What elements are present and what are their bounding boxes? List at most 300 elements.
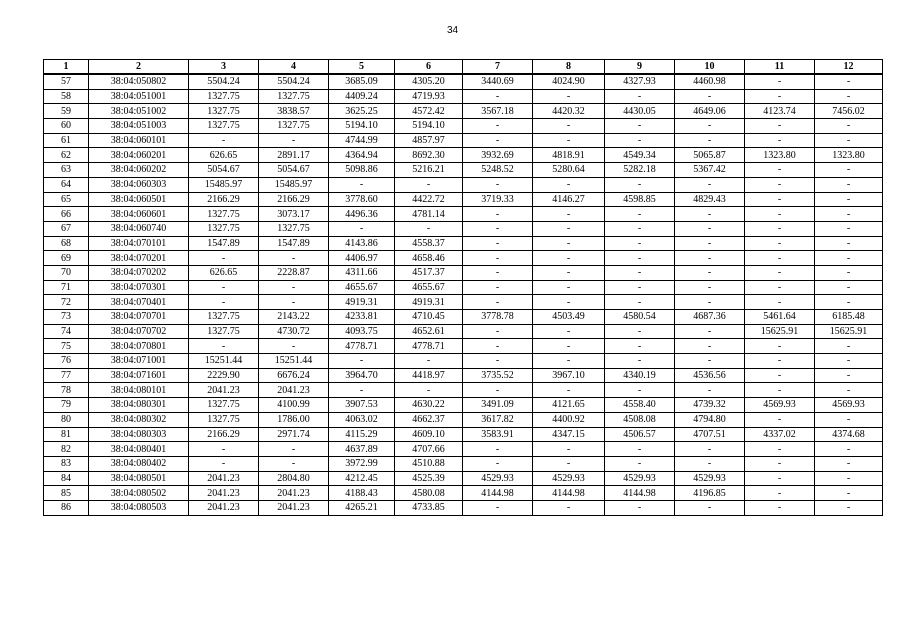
table-cell: -	[533, 251, 605, 266]
table-cell: 64	[44, 177, 89, 192]
table-cell: -	[675, 207, 745, 222]
table-cell: 38:04:080101	[89, 383, 189, 398]
table-cell: 84	[44, 471, 89, 486]
table-cell: -	[815, 207, 883, 222]
table-cell: -	[395, 177, 463, 192]
table-row	[44, 192, 883, 207]
table-cell: -	[259, 295, 329, 310]
table-cell: 4730.72	[259, 324, 329, 339]
table-cell: 4340.19	[605, 368, 675, 383]
table-cell: -	[675, 280, 745, 295]
table-cell: 2228.87	[259, 265, 329, 280]
table-cell: -	[329, 354, 395, 369]
table-cell: 58	[44, 89, 89, 104]
table-cell: 74	[44, 324, 89, 339]
column-header: 4	[259, 60, 329, 75]
table-cell: 1327.75	[189, 119, 259, 134]
table-cell: 4212.45	[329, 471, 395, 486]
table-cell: -	[675, 339, 745, 354]
column-header: 10	[675, 60, 745, 75]
table-cell: 5248.52	[463, 163, 533, 178]
table-cell: -	[815, 354, 883, 369]
table-cell: 3685.09	[329, 74, 395, 89]
table-cell: -	[533, 295, 605, 310]
table-cell: 3778.60	[329, 192, 395, 207]
table-cell: -	[675, 133, 745, 148]
table-cell: 5461.64	[745, 310, 815, 325]
table-cell: 1547.89	[189, 236, 259, 251]
table-cell: 2041.23	[189, 486, 259, 501]
table-cell: 4143.86	[329, 236, 395, 251]
table-cell: -	[605, 177, 675, 192]
table-cell: 4305.20	[395, 74, 463, 89]
table-row	[44, 412, 883, 427]
table-cell: 4406.97	[329, 251, 395, 266]
table-cell: -	[189, 339, 259, 354]
table-cell: 15251.44	[259, 354, 329, 369]
table-cell: 4707.66	[395, 442, 463, 457]
table-cell: -	[533, 339, 605, 354]
table-cell: 626.65	[189, 148, 259, 163]
table-row	[44, 471, 883, 486]
table-cell: -	[815, 177, 883, 192]
table-cell: 2166.29	[189, 192, 259, 207]
table-cell: 38:04:080502	[89, 486, 189, 501]
table-cell: 2041.23	[259, 500, 329, 515]
table-cell: 5054.67	[189, 163, 259, 178]
table-cell: 1327.75	[189, 221, 259, 236]
table-cell: -	[395, 383, 463, 398]
table-row	[44, 442, 883, 457]
table-row	[44, 265, 883, 280]
table-cell: 4374.68	[815, 427, 883, 442]
table-cell: -	[463, 500, 533, 515]
table-cell: -	[815, 442, 883, 457]
table-row	[44, 295, 883, 310]
table-cell: -	[745, 295, 815, 310]
table-cell: -	[815, 456, 883, 471]
table-cell: 38:04:050802	[89, 74, 189, 89]
table-cell: 2041.23	[259, 486, 329, 501]
table-cell: 38:04:070401	[89, 295, 189, 310]
table-cell: 3567.18	[463, 104, 533, 119]
table-cell: 3932.69	[463, 148, 533, 163]
table-cell: 4649.06	[675, 104, 745, 119]
table-cell: -	[675, 89, 745, 104]
table-cell: -	[745, 456, 815, 471]
table-cell: 38:04:070701	[89, 310, 189, 325]
table-cell: -	[189, 133, 259, 148]
table-cell: 15485.97	[259, 177, 329, 192]
table-cell: 1327.75	[189, 310, 259, 325]
table-cell: 63	[44, 163, 89, 178]
table-cell: 4188.43	[329, 486, 395, 501]
table-cell: 4364.94	[329, 148, 395, 163]
table-cell: 62	[44, 148, 89, 163]
table-cell: 4503.49	[533, 310, 605, 325]
table-cell: -	[605, 324, 675, 339]
table-cell: 38:04:071001	[89, 354, 189, 369]
table-cell: 5194.10	[395, 119, 463, 134]
table-cell: 2143.22	[259, 310, 329, 325]
table-cell: -	[605, 500, 675, 515]
table-cell: 3907.53	[329, 398, 395, 413]
table-cell: 80	[44, 412, 89, 427]
table-cell: 4569.93	[745, 398, 815, 413]
table-cell: 626.65	[189, 265, 259, 280]
table-cell: -	[189, 442, 259, 457]
table-cell: 2166.29	[259, 192, 329, 207]
table-cell: 38:04:080503	[89, 500, 189, 515]
table-cell: 5504.24	[259, 74, 329, 89]
table-row	[44, 163, 883, 178]
table-cell: -	[605, 207, 675, 222]
table-cell: -	[745, 442, 815, 457]
table-cell: -	[463, 89, 533, 104]
table-cell: 61	[44, 133, 89, 148]
table-cell: 4781.14	[395, 207, 463, 222]
table-cell: 6185.48	[815, 310, 883, 325]
table-cell: 7456.02	[815, 104, 883, 119]
table-cell: -	[259, 456, 329, 471]
table-cell: -	[463, 280, 533, 295]
column-header: 11	[745, 60, 815, 75]
table-cell: 38:04:060740	[89, 221, 189, 236]
table-cell: -	[745, 383, 815, 398]
table-cell: 72	[44, 295, 89, 310]
table-cell: -	[745, 74, 815, 89]
table-cell: -	[815, 236, 883, 251]
table-cell: 38:04:070702	[89, 324, 189, 339]
table-cell: -	[605, 251, 675, 266]
table-cell: 4710.45	[395, 310, 463, 325]
table-cell: 4100.99	[259, 398, 329, 413]
table-cell: -	[533, 280, 605, 295]
table-row	[44, 133, 883, 148]
table-cell: -	[675, 265, 745, 280]
table-cell: 4508.08	[605, 412, 675, 427]
table-cell: -	[533, 177, 605, 192]
table-cell: 4529.93	[675, 471, 745, 486]
table-cell: 4733.85	[395, 500, 463, 515]
table-cell: 1323.80	[815, 148, 883, 163]
table-cell: -	[815, 89, 883, 104]
table-cell: -	[745, 500, 815, 515]
table-cell: 1327.75	[189, 324, 259, 339]
table-cell: 4572.42	[395, 104, 463, 119]
table-cell: -	[395, 354, 463, 369]
table-cell: 3625.25	[329, 104, 395, 119]
table-cell: 4857.97	[395, 133, 463, 148]
table-cell: 5098.86	[329, 163, 395, 178]
table-cell: -	[815, 339, 883, 354]
table-cell: 86	[44, 500, 89, 515]
table-cell: 4778.71	[329, 339, 395, 354]
table-cell: 3073.17	[259, 207, 329, 222]
table-cell: 3491.09	[463, 398, 533, 413]
table-cell: 4919.31	[395, 295, 463, 310]
table-row	[44, 324, 883, 339]
table-cell: 1327.75	[189, 398, 259, 413]
table-cell: 1323.80	[745, 148, 815, 163]
table-cell: 4460.98	[675, 74, 745, 89]
table-cell: 1327.75	[259, 221, 329, 236]
table-cell: 3964.70	[329, 368, 395, 383]
table-cell: 4687.36	[675, 310, 745, 325]
table-cell: 4496.36	[329, 207, 395, 222]
table-cell: -	[463, 339, 533, 354]
table-cell: 3967.10	[533, 368, 605, 383]
table-cell: 68	[44, 236, 89, 251]
table-cell: 5054.67	[259, 163, 329, 178]
table-cell: -	[815, 265, 883, 280]
column-header: 7	[463, 60, 533, 75]
table-row	[44, 177, 883, 192]
table-cell: -	[605, 456, 675, 471]
table-row	[44, 398, 883, 413]
table-cell: 4144.98	[533, 486, 605, 501]
table-cell: -	[745, 177, 815, 192]
table-cell: 3719.33	[463, 192, 533, 207]
table-cell: 3778.78	[463, 310, 533, 325]
table-row	[44, 104, 883, 119]
table-cell: 5065.87	[675, 148, 745, 163]
table-cell: 4794.80	[675, 412, 745, 427]
table-cell: -	[533, 456, 605, 471]
table-cell: 1327.75	[189, 104, 259, 119]
table-row	[44, 456, 883, 471]
table-cell: 67	[44, 221, 89, 236]
header-row	[44, 60, 883, 75]
table-cell: -	[675, 221, 745, 236]
table-cell: 4517.37	[395, 265, 463, 280]
table-cell: -	[675, 251, 745, 266]
table-cell: 6676.24	[259, 368, 329, 383]
table-cell: 4400.92	[533, 412, 605, 427]
table-cell: -	[675, 119, 745, 134]
table-cell: -	[533, 221, 605, 236]
table-cell: 4525.39	[395, 471, 463, 486]
table-cell: 4510.88	[395, 456, 463, 471]
table-cell: -	[605, 354, 675, 369]
table-cell: 4598.85	[605, 192, 675, 207]
table-cell: -	[815, 383, 883, 398]
table-cell: 4919.31	[329, 295, 395, 310]
table-cell: 1327.75	[189, 89, 259, 104]
table-cell: 5216.21	[395, 163, 463, 178]
table-cell: -	[463, 383, 533, 398]
table-cell: -	[675, 500, 745, 515]
table-cell: 1327.75	[259, 119, 329, 134]
table-cell: 4024.90	[533, 74, 605, 89]
table-cell: -	[815, 295, 883, 310]
table-cell: 66	[44, 207, 89, 222]
table-cell: 38:04:051003	[89, 119, 189, 134]
table-cell: 38:04:070201	[89, 251, 189, 266]
table-cell: -	[675, 383, 745, 398]
column-header: 12	[815, 60, 883, 75]
table-cell: 4093.75	[329, 324, 395, 339]
table-cell: -	[463, 177, 533, 192]
data-table	[43, 59, 883, 516]
table-cell: -	[745, 280, 815, 295]
table-cell: -	[745, 221, 815, 236]
table-cell: 82	[44, 442, 89, 457]
table-cell: 65	[44, 192, 89, 207]
table-cell: -	[533, 383, 605, 398]
table-cell: -	[745, 192, 815, 207]
table-cell: -	[463, 236, 533, 251]
table-cell: -	[463, 324, 533, 339]
table-row	[44, 383, 883, 398]
table-cell: -	[463, 251, 533, 266]
table-cell: 4818.91	[533, 148, 605, 163]
column-header: 3	[189, 60, 259, 75]
table-cell: -	[815, 500, 883, 515]
table-cell: -	[463, 207, 533, 222]
table-cell: 4558.37	[395, 236, 463, 251]
table-row	[44, 74, 883, 89]
table-cell: -	[605, 339, 675, 354]
table-cell: 76	[44, 354, 89, 369]
column-header: 9	[605, 60, 675, 75]
table-cell: -	[605, 221, 675, 236]
table-cell: -	[605, 383, 675, 398]
table-row	[44, 148, 883, 163]
table-cell: 4549.34	[605, 148, 675, 163]
table-cell: 2041.23	[189, 471, 259, 486]
table-cell: -	[189, 251, 259, 266]
column-header: 2	[89, 60, 189, 75]
table-cell: 4652.61	[395, 324, 463, 339]
table-cell: 4637.89	[329, 442, 395, 457]
table-cell: -	[189, 280, 259, 295]
table-cell: 15251.44	[189, 354, 259, 369]
table-cell: 38:04:080302	[89, 412, 189, 427]
table-cell: 4658.46	[395, 251, 463, 266]
table-cell: -	[463, 265, 533, 280]
table-cell: 4123.74	[745, 104, 815, 119]
table-cell: 4536.56	[675, 368, 745, 383]
table-cell: 2971.74	[259, 427, 329, 442]
table-cell: -	[259, 442, 329, 457]
table-cell: -	[189, 295, 259, 310]
table-cell: -	[815, 74, 883, 89]
table-cell: 4144.98	[463, 486, 533, 501]
table-cell: -	[675, 324, 745, 339]
table-cell: 4063.02	[329, 412, 395, 427]
table-row	[44, 486, 883, 501]
table-cell: 4580.08	[395, 486, 463, 501]
table-row	[44, 221, 883, 236]
table-cell: 70	[44, 265, 89, 280]
table-cell: 59	[44, 104, 89, 119]
table-cell: 5504.24	[189, 74, 259, 89]
table-cell: -	[815, 119, 883, 134]
table-cell: 85	[44, 486, 89, 501]
table-cell: 2804.80	[259, 471, 329, 486]
table-cell: -	[815, 368, 883, 383]
table-cell: -	[745, 133, 815, 148]
column-header: 8	[533, 60, 605, 75]
table-cell: 4233.81	[329, 310, 395, 325]
table-cell: -	[533, 236, 605, 251]
table-cell: -	[815, 133, 883, 148]
table-cell: 4580.54	[605, 310, 675, 325]
table-cell: 4778.71	[395, 339, 463, 354]
table-row	[44, 251, 883, 266]
table-cell: 5282.18	[605, 163, 675, 178]
table-cell: 5367.42	[675, 163, 745, 178]
table-row	[44, 280, 883, 295]
table-cell: 1327.75	[189, 207, 259, 222]
table-cell: 4121.65	[533, 398, 605, 413]
table-cell: -	[329, 177, 395, 192]
table-cell: 15625.91	[815, 324, 883, 339]
table-cell: 4347.15	[533, 427, 605, 442]
table-row	[44, 368, 883, 383]
table-cell: 5194.10	[329, 119, 395, 134]
table-cell: -	[815, 280, 883, 295]
table-cell: 4430.05	[605, 104, 675, 119]
table-row	[44, 310, 883, 325]
table-cell: -	[533, 207, 605, 222]
table-cell: -	[605, 442, 675, 457]
table-cell: 4409.24	[329, 89, 395, 104]
column-header: 6	[395, 60, 463, 75]
table-cell: -	[745, 412, 815, 427]
table-cell: 4420.32	[533, 104, 605, 119]
table-cell: 38:04:060303	[89, 177, 189, 192]
table-cell: 2041.23	[189, 500, 259, 515]
table-cell: 4115.29	[329, 427, 395, 442]
table-cell: -	[259, 339, 329, 354]
table-row	[44, 236, 883, 251]
column-header: 1	[44, 60, 89, 75]
table-cell: 60	[44, 119, 89, 134]
table-cell: -	[463, 442, 533, 457]
table-cell: 38:04:051002	[89, 104, 189, 119]
table-cell: 79	[44, 398, 89, 413]
table-cell: -	[815, 192, 883, 207]
table-cell: -	[259, 133, 329, 148]
table-cell: -	[605, 236, 675, 251]
table-cell: -	[605, 133, 675, 148]
table-cell: 38:04:071601	[89, 368, 189, 383]
table-cell: -	[463, 119, 533, 134]
table-cell: 3838.57	[259, 104, 329, 119]
table-cell: -	[675, 354, 745, 369]
table-cell: -	[745, 354, 815, 369]
table-cell: 38:04:080501	[89, 471, 189, 486]
table-cell: 4719.93	[395, 89, 463, 104]
table-cell: -	[745, 207, 815, 222]
table-cell: -	[745, 265, 815, 280]
table-cell: 38:04:060101	[89, 133, 189, 148]
table-row	[44, 89, 883, 104]
table-cell: 1327.75	[259, 89, 329, 104]
table-cell: 38:04:080402	[89, 456, 189, 471]
table-row	[44, 119, 883, 134]
table-cell: 2229.90	[189, 368, 259, 383]
table-cell: -	[675, 456, 745, 471]
table-cell: -	[745, 163, 815, 178]
table-cell: 57	[44, 74, 89, 89]
table-cell: 1547.89	[259, 236, 329, 251]
table-cell: -	[189, 456, 259, 471]
table-cell: 75	[44, 339, 89, 354]
table-cell: -	[329, 383, 395, 398]
